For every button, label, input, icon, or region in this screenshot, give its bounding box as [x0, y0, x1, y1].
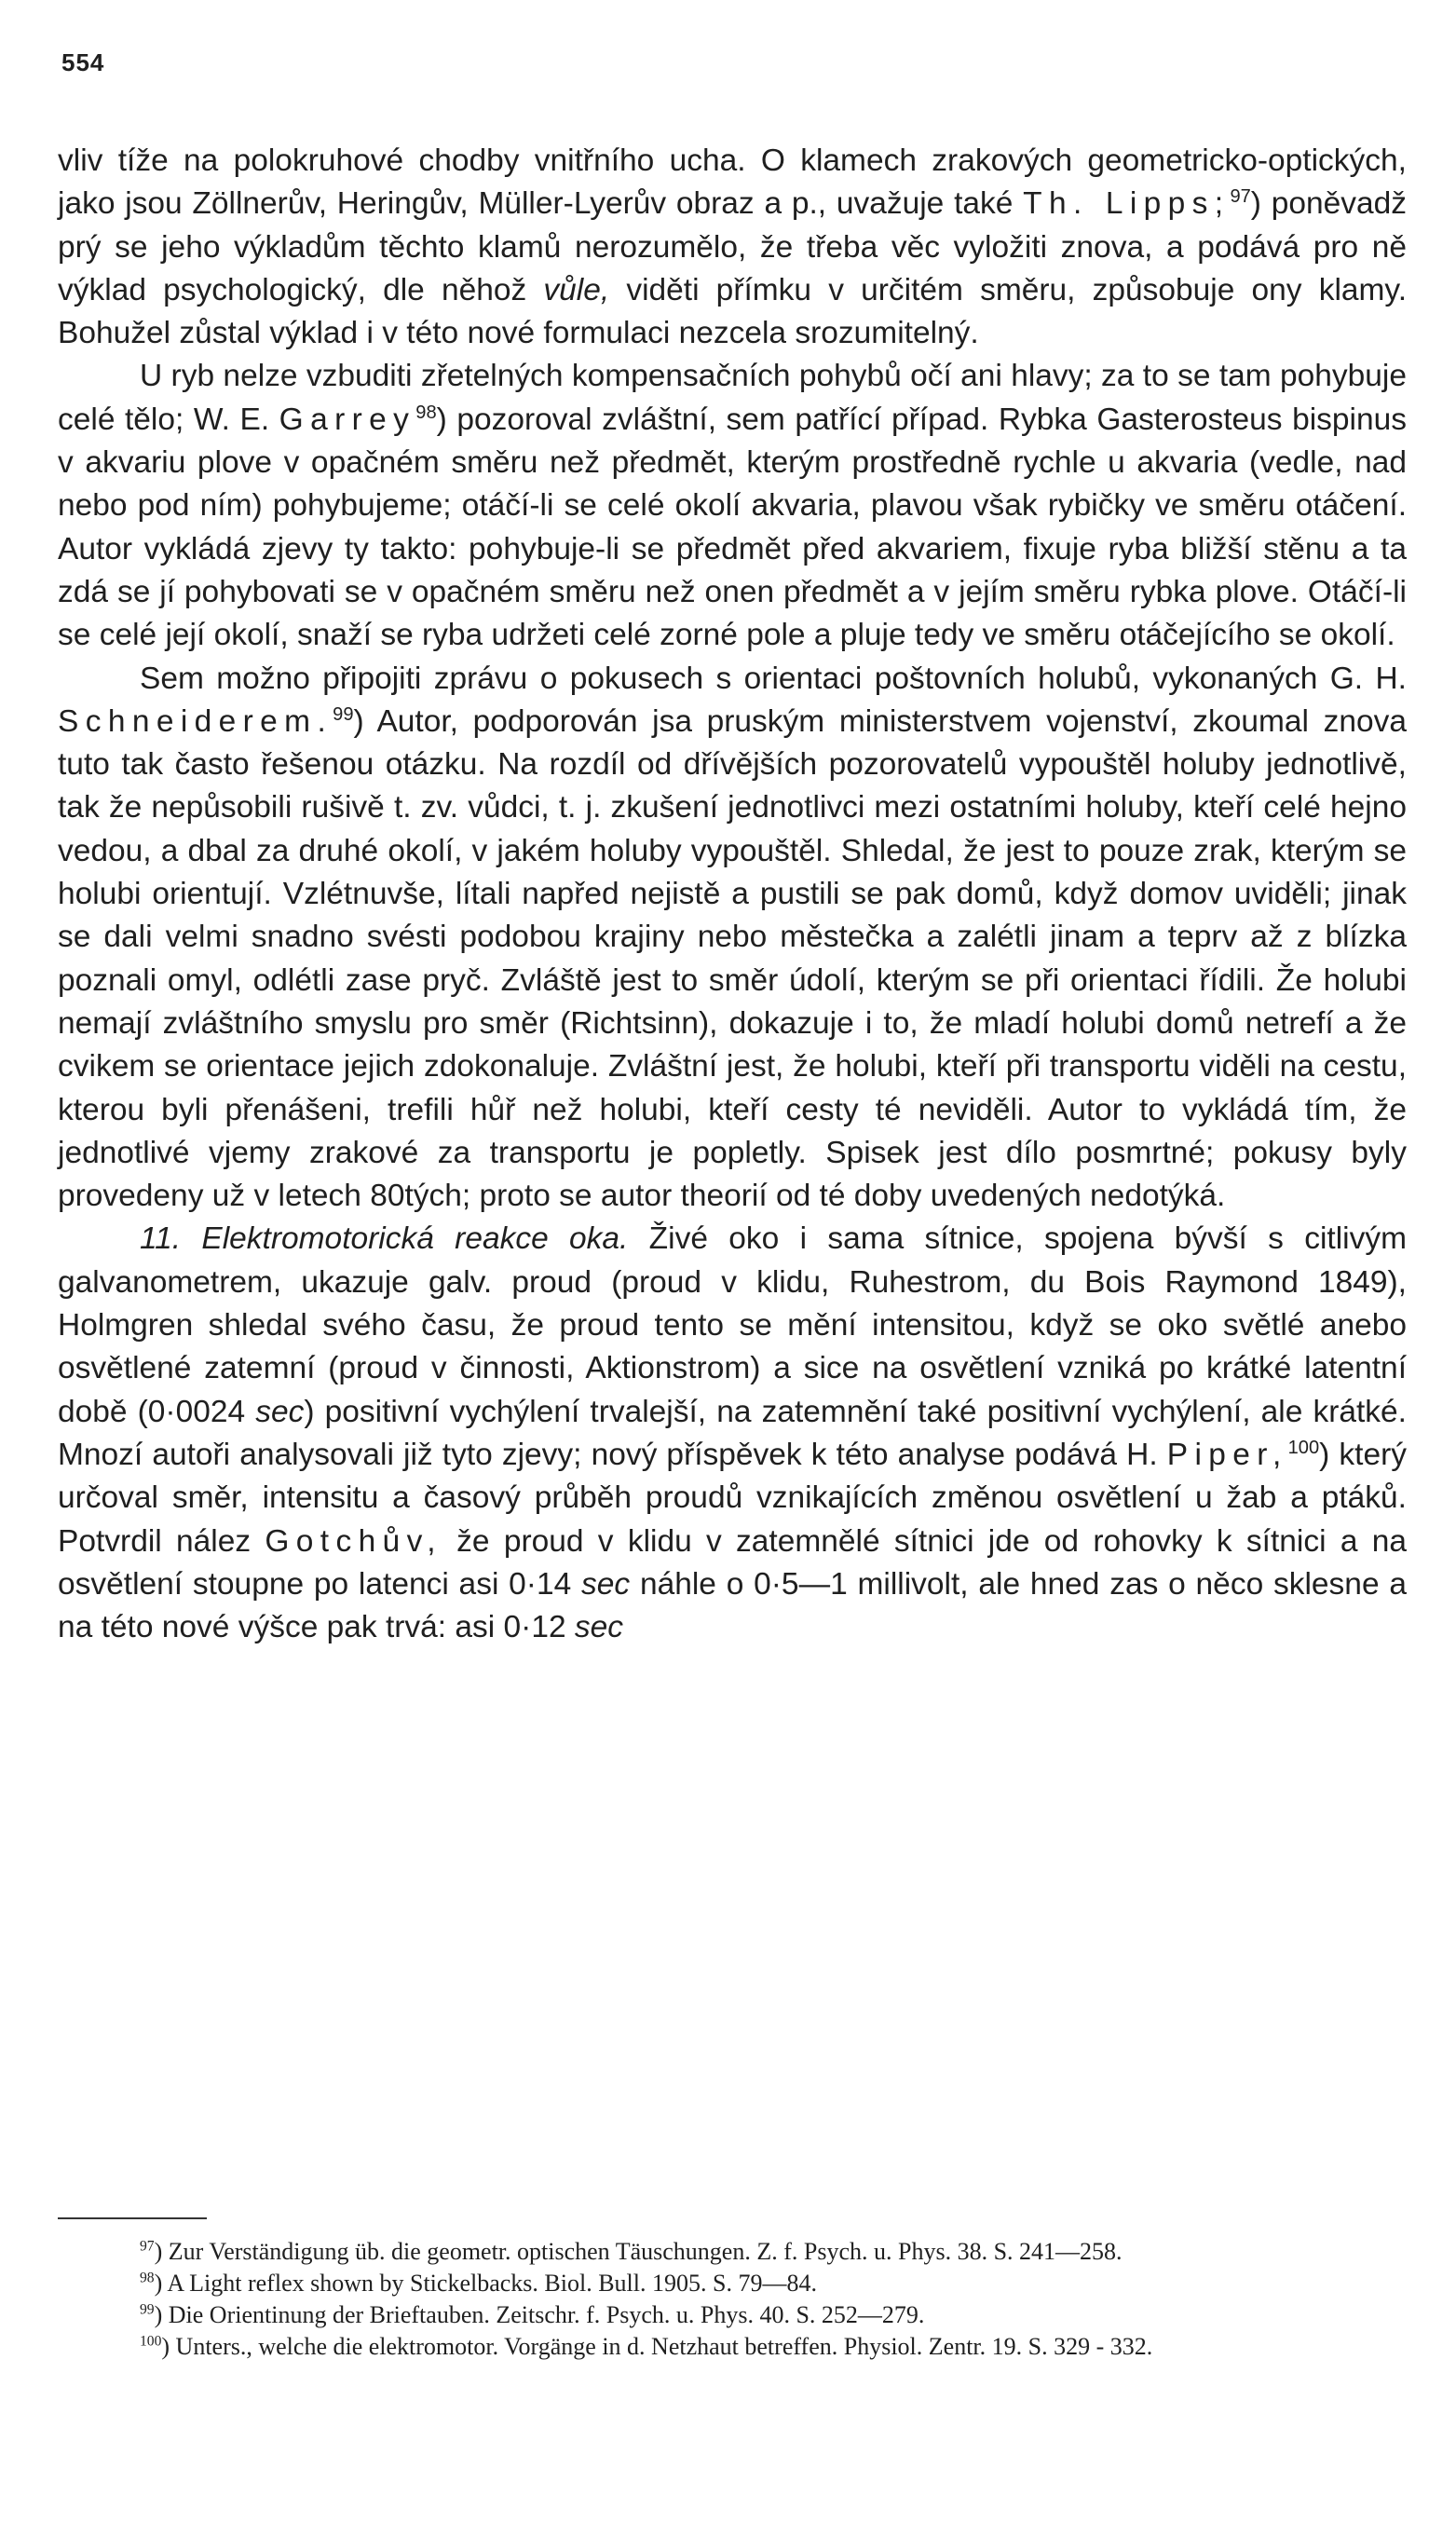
footnote-marker: 99	[140, 2301, 155, 2318]
footnote-100	[58, 2331, 1407, 2363]
text-run: U ryb nelze vzbuditi zřetelných kompensačních pohybů očí ani hlavy; za to se tam pohybuje celé tělo; W. E.	[58, 359, 1407, 437]
text-run: ) Autor, podporován jsa pruským ministerstvem vojenství, zkoumal znova tuto tak často řešenou otázku. Na rozdíl od dřívějších pozorovatelů vypouštěl holuby jednotlivě, tak že nepůsobili rušivě t. zv. vůdci, t. j. zkušení jednotlivci mezi ostatními holuby, kteří celé hejno vedou, a dbal za druhé okolí, v jakém holuby vypouštěl. Shledal, že jest to pouze zrak, kterým se holubi orientují. Vzlétnuvše, lítali napřed nejistě a pustili se pak domů, když domov uviděli; jinak se dali velmi snadno svésti podobou krajiny nebo městečka a zalétli jinam a teprv až z blízka poznali omyl, odlétli zase pryč. Zvláště jest to směr údolí, kterým se při orientaci řídili. Že holubi nemají zvláštního smyslu pro směr (Richtsinn), dokazuje i to, že mladí holubi domů netrefí a že cvikem se orientace jejich zdokonaluje. Zvláštní jest, že holubi, kteří při transportu viděli na cestu, kterou byli přenášeni, trefili hůř než holubi, kteří cesty té neviděli. Autor to vykládá tím, že jednotlivé vjemy zrakové za transportu je popletly. Spisek jest dílo posmrtné; pokusy byly provedeny už v letech 80tých; proto se autor theorií od té doby uvedených nedotýká.	[58, 703, 1407, 1214]
footnote-97	[58, 2236, 1407, 2268]
page-number: 554	[61, 48, 105, 76]
emphasis-vule: vůle,	[543, 272, 610, 307]
footnote-text: ) Unters., welche die elektromotor. Vorgänge in d. Netzhaut betreffen. Physiol. Zentr. 19. S. 329 - 332.	[161, 2333, 1153, 2360]
section-heading: 11. Elektromotorická reakce oka.	[140, 1221, 629, 1257]
footnote-text: ) Die Orientinung der Brieftauben. Zeitschr. f. Psych. u. Phys. 40. S. 252—279.	[154, 2301, 925, 2328]
author-name-gotch: Gotchův,	[265, 1523, 442, 1559]
footnote-marker: 98	[140, 2270, 155, 2286]
paragraph-lipps	[58, 140, 1407, 355]
footnote-ref-97[interactable]: 97	[1230, 186, 1251, 208]
paragraph-electromotor	[58, 1218, 1407, 1649]
author-name-garrey: Garrey	[279, 402, 416, 437]
footnotes	[58, 2236, 1407, 2363]
footnote-ref-99[interactable]: 99	[333, 703, 354, 725]
text-run: ) positivní vychýlení trvalejší, na zatemnění také positivní vychýlení, ale krátké. Mnozí autoři analysovali již tyto zjevy; nový příspěvek k této analyse podává H.	[58, 1394, 1407, 1472]
text-run: že proud v klidu v zatemnělé sítnici jde od rohovky k sítnici a na osvětlení stoupne po latenci asi 0·14	[58, 1523, 1408, 1602]
paragraph-garrey	[58, 355, 1407, 657]
footnote-ref-100[interactable]: 100	[1287, 1437, 1320, 1458]
paragraph-schneider	[58, 658, 1407, 1219]
footnote-text: ) Zur Verständigung üb. die geometr. optischen Täuschungen. Z. f. Psych. u. Phys. 38. S. 241—258.	[154, 2238, 1123, 2265]
author-name-schneider: Schneiderem.	[58, 703, 333, 739]
author-name-lipps: Th. Lipps;	[1023, 186, 1231, 222]
unit-sec: sec	[255, 1394, 305, 1429]
unit-sec: sec	[574, 1610, 624, 1645]
text-run: vliv tíže na polokruhové chodby vnitřního ucha. O klamech zrakových geometricko-optických, jako jsou Zöllnerův, Heringův, Müller-Lyerův obraz a p., uvažuje také	[58, 143, 1407, 222]
footnote-separator	[58, 2217, 207, 2219]
text-run: Sem možno připojiti zprávu o pokusech s orientaci poštovních holubů, vykonaných G. H.	[140, 661, 1407, 696]
text-run: ) poněvadž prý se jeho výkladům těchto klamů nerozumělo, že třeba věc vyložiti znova, a podává pro ně výklad psychologický, dle něhož	[58, 186, 1408, 307]
footnote-text: ) A Light reflex shown by Stickelbacks. Biol. Bull. 1905. S. 79—84.	[154, 2270, 817, 2297]
unit-sec: sec	[581, 1566, 631, 1602]
footnote-99	[58, 2299, 1407, 2331]
text-run: ) pozoroval zvláštní, sem patřící případ. Rybka Gasterosteus bispinus v akvariu plove v opačném směru než předmět, kterým prostředně rychle u akvaria (vedle, nad nebo pod ním) pohybujeme; otáčí-li se celé okolí akvaria, plavou však rybičky ve směru otáčení. Autor vykládá zjevy ty takto: pohybuje-li se předmět před akvariem, fixuje ryba bližší stěnu a ta zdá se jí pohybovati se v opačném směru než onen předmět a v jejím směru rybka plove. Otáčí-li se celé její okolí, snaží se ryba udržeti celé zorné pole a pluje tedy ve směru otáčejícího se okolí.	[58, 402, 1408, 653]
body-text	[58, 140, 1407, 1649]
text-run: Živé oko i sama sítnice, spojena bývší s citlivým galvanometrem, ukazuje galv. proud (proud v klidu, Ruhestrom, du Bois Raymond 1849), Holmgren shledal svého času, že proud tento se mění intensitou, když se oko světlé anebo osvětlené zatemní (proud v činnosti, Aktionstrom) a sice na osvětlení vzniká po krátké latentní době (0·0024	[58, 1221, 1408, 1429]
author-name-piper: Piper,	[1166, 1437, 1288, 1472]
text-run: ) který určoval směr, intensitu a časový průběh proudů vznikajících změnou osvětlení u žab a ptáků. Potvrdil nález	[58, 1437, 1407, 1559]
footnote-ref-98[interactable]: 98	[415, 402, 437, 423]
footnote-98	[58, 2268, 1407, 2299]
text-run: viděti přímku v určitém směru, způsobuje ony klamy. Bohužel zůstal výklad i v této nové formulaci nezcela srozumitelný.	[58, 272, 1407, 351]
footnote-marker: 100	[140, 2333, 162, 2350]
text-run: náhle o 0·5—1 millivolt, ale hned zas o něco sklesne a na této nové výšce pak trvá: asi 0·12	[58, 1566, 1407, 1645]
footnote-marker: 97	[140, 2238, 155, 2255]
